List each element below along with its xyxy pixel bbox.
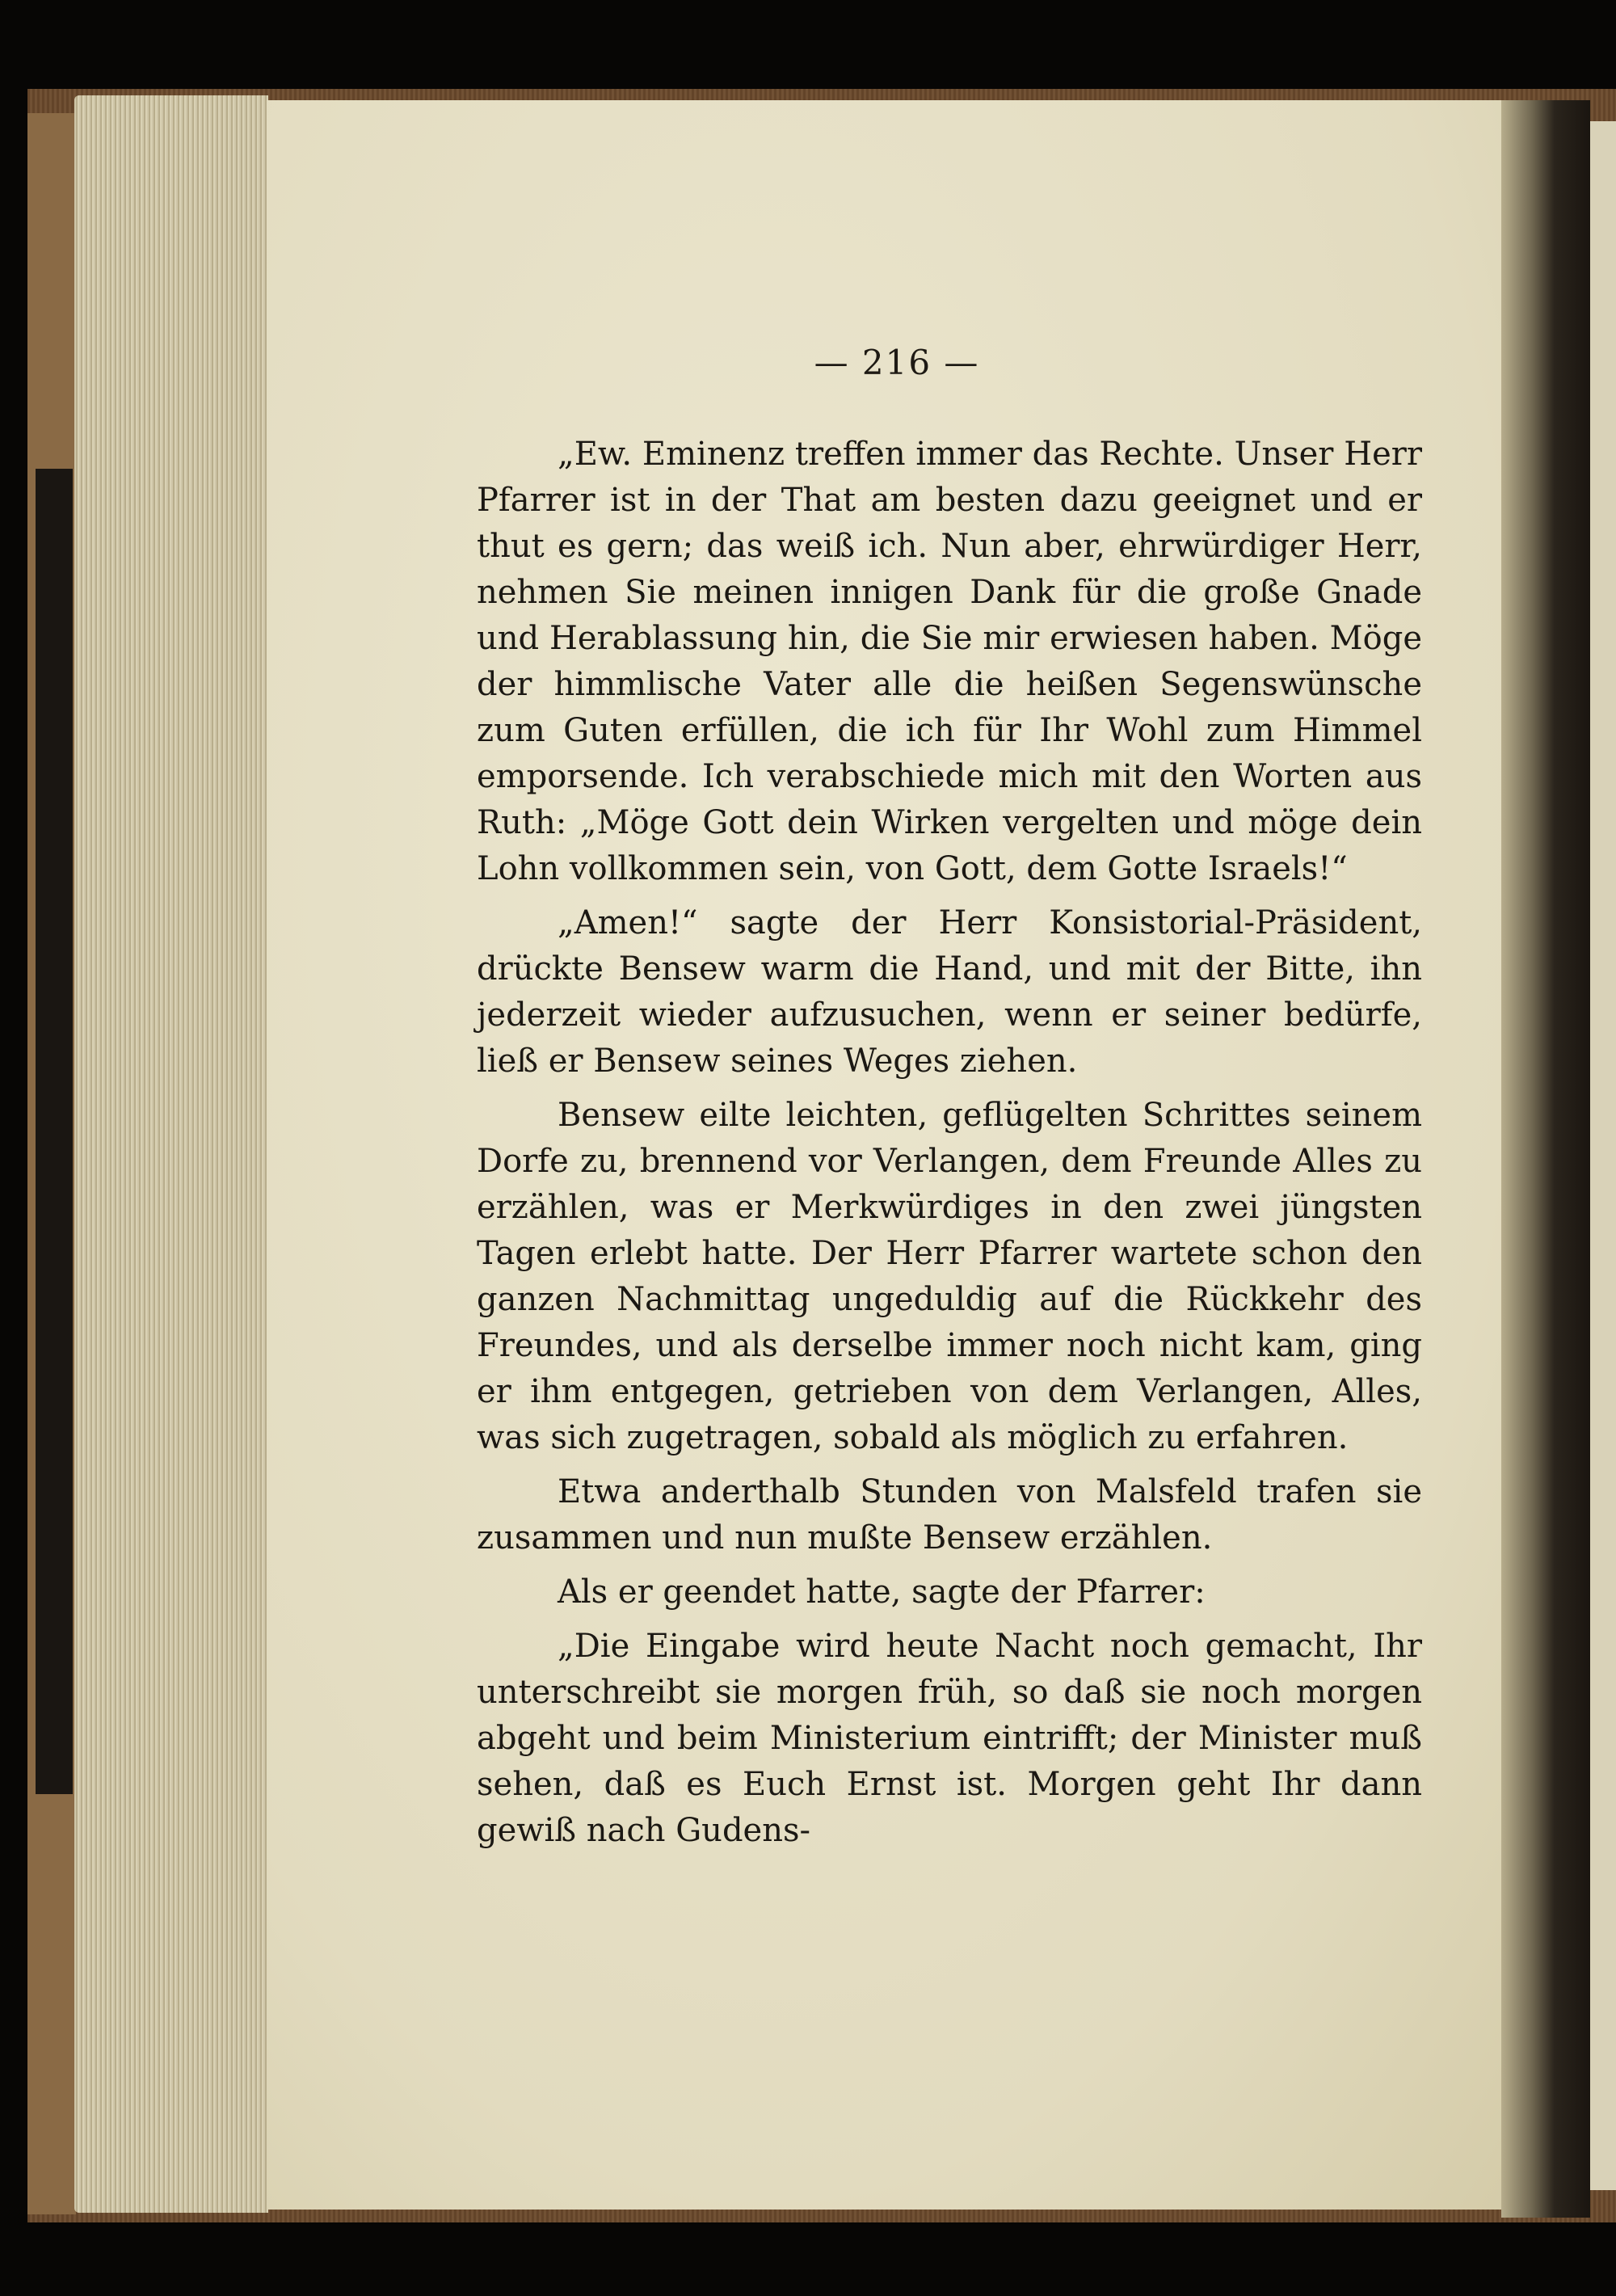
paragraph: „Ew. Eminenz treffen immer das Rechte. Unser Herr Pfarrer ist in der That am besten dazu geeignet und er thut es gern; das weiß ich. Nun aber, ehrwürdiger Herr, nehmen Sie meinen innigen Dank für die große Gnade und Herablassung hin, die Sie mir erwiesen haben. Möge der himmlische Vater alle die heißen Segenswünsche zum Guten erfüllen, die ich für Ihr Wohl zum Himmel emporsende. Ich verabschiede mich mit den Worten aus Ruth: „Möge Gott dein Wirken vergelten und möge dein Lohn vollkommen sein, von Gott, dem Gotte Israels!“: [477, 436, 1422, 887]
page-text: [477, 432, 1422, 1862]
paragraph: „Die Eingabe wird heute Nacht noch gemacht, Ihr unterschreibt sie morgen früh, so daß sie noch morgen abgeht und beim Ministerium eintrifft; der Minister muß sehen, daß es Euch Ernst ist. Morgen geht Ihr dann gewiß nach Gudens-: [477, 1628, 1422, 1849]
page-edges: [74, 95, 268, 2213]
paragraph: Etwa anderthalb Stunden von Malsfeld trafen sie zusammen und nun mußte Bensew erzählen.: [477, 1473, 1422, 1557]
paragraph: Als er geendet hatte, sagte der Pfarrer:: [558, 1573, 1206, 1611]
book-gutter: [1501, 100, 1590, 2218]
book-page: [267, 100, 1527, 2210]
paragraph: Bensew eilte leichten, geflügelten Schrittes seinem Dorfe zu, brennend vor Verlangen, dem Freunde Alles zu erzählen, was er Merkwürdiges in den zwei jüngsten Tagen erlebt hatte. Der Herr Pfarrer wartete schon den ganzen Nachmittag ungeduldig auf die Rückkehr des Freundes, und als derselbe immer noch nicht kam, ging er ihm entgegen, getrieben von dem Verlangen, Alles, was sich zugetragen, sobald als möglich zu erfahren.: [477, 1097, 1422, 1456]
binding-damage: [36, 469, 73, 1794]
page-number: — 216 —: [814, 343, 980, 382]
paragraph: „Amen!“ sagte der Herr Konsistorial-Präsident, drückte Bensew warm die Hand, und mit der Bitte, ihn jederzeit wieder aufzusuchen, wenn er seiner bedürfe, ließ er Bensew seines Weges ziehen.: [477, 904, 1422, 1080]
